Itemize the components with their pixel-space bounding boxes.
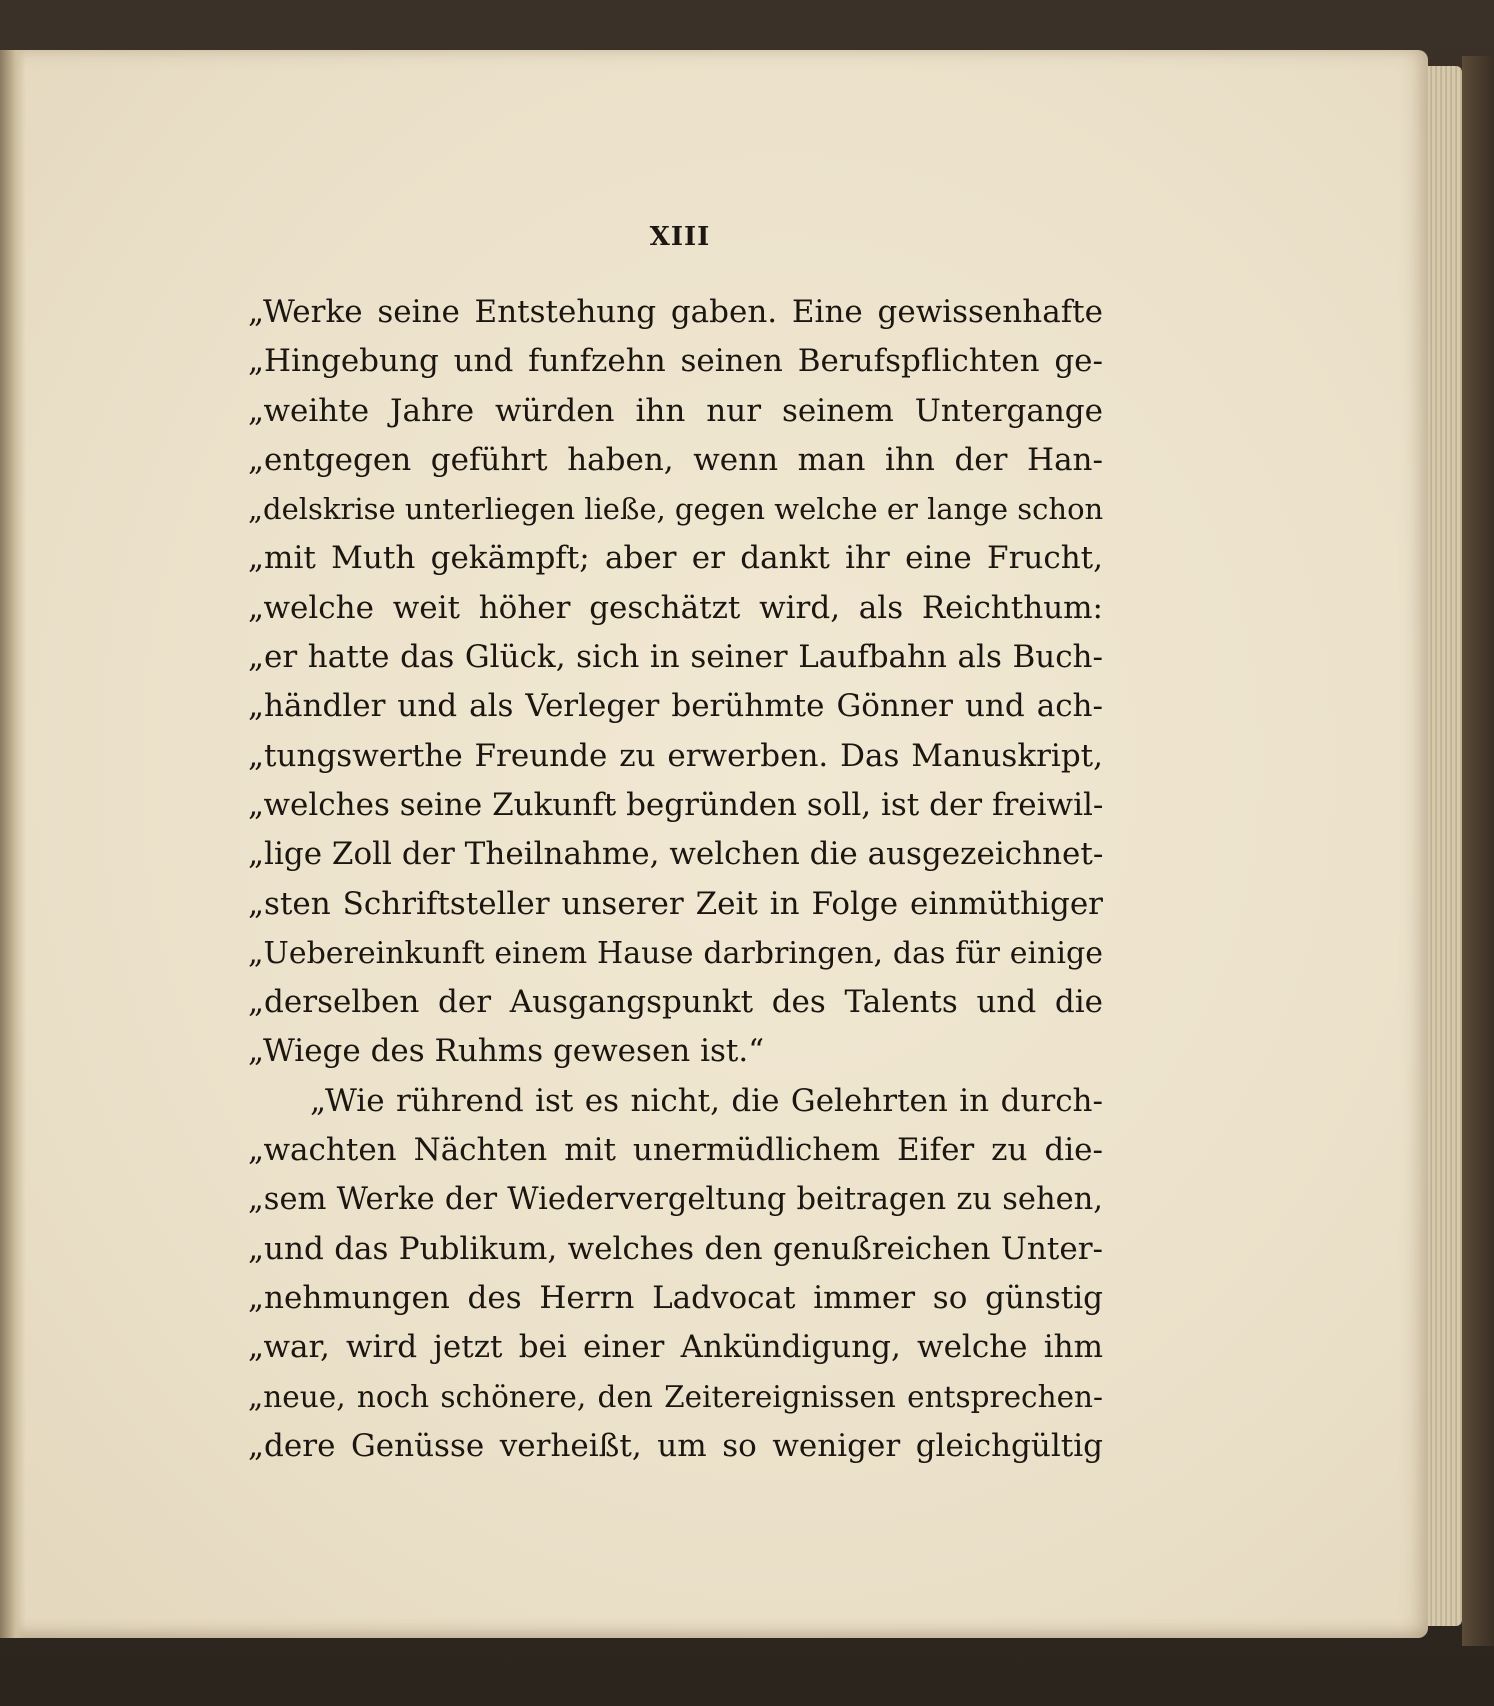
text-line: „derselben der Ausgangspunkt des Talents und die xyxy=(248,984,1103,1021)
text-line: „mit Muth gekämpft; aber er dankt ihr eine Frucht, xyxy=(248,540,1103,577)
text-line: „neue, noch schönere, den Zeitereignissen entsprechen- xyxy=(248,1379,1103,1414)
text-line: „händler und als Verleger berühmte Gönner und ach- xyxy=(248,688,1103,725)
text-line: „Werke seine Entstehung gaben. Eine gewissenhafte xyxy=(248,294,1103,330)
page-stack-edge xyxy=(1428,66,1462,1626)
text-line: „weihte Jahre würden ihn nur seinem Untergange xyxy=(248,392,1103,429)
text-line: „Wiege des Ruhms gewesen ist.“ xyxy=(248,1033,765,1070)
text-line: „sten Schriftsteller unserer Zeit in Folge einmüthiger xyxy=(248,885,1103,922)
text-line: „er hatte das Glück, sich in seiner Laufbahn als Buch- xyxy=(248,639,1103,676)
page-text xyxy=(248,288,1103,1471)
text-line: „Hingebung und funfzehn seinen Berufspflichten ge- xyxy=(248,343,1103,380)
text-line: „tungswerthe Freunde zu erwerben. Das Manuskript, xyxy=(248,737,1103,774)
text-line: „Uebereinkunft einem Hause darbringen, das für einige xyxy=(248,935,1103,971)
text-line: „war, wird jetzt bei einer Ankündigung, welche ihm xyxy=(248,1329,1103,1366)
text-line: „Wie rührend ist es nicht, die Gelehrten in durch- xyxy=(310,1082,1103,1119)
page-number-header: XIII xyxy=(649,222,711,252)
text-line: „sem Werke der Wiedervergeltung beitragen zu sehen, xyxy=(248,1182,1103,1218)
text-line: „welche weit höher geschätzt wird, als Reichthum: xyxy=(248,589,1103,626)
text-line: „dere Genüsse verheißt, um so weniger gleichgültig xyxy=(248,1427,1103,1464)
text-line: „delskrise unterliegen ließe, gegen welche er lange schon xyxy=(248,492,1103,527)
text-line: „welches seine Zukunft begründen soll, ist der freiwil- xyxy=(248,786,1103,823)
text-line: „und das Publikum, welches den genußreichen Unter- xyxy=(248,1230,1103,1267)
text-line: „nehmungen des Herrn Ladvocat immer so günstig xyxy=(248,1279,1103,1316)
book-cover-edge xyxy=(1462,56,1494,1646)
page-gutter xyxy=(0,50,26,1638)
text-line: „wachten Nächten mit unermüdlichem Eifer zu die- xyxy=(248,1132,1103,1169)
text-line: „lige Zoll der Theilnahme, welchen die ausgezeichnet- xyxy=(248,836,1103,873)
text-line: „entgegen geführt haben, wenn man ihn der Han- xyxy=(248,441,1103,478)
